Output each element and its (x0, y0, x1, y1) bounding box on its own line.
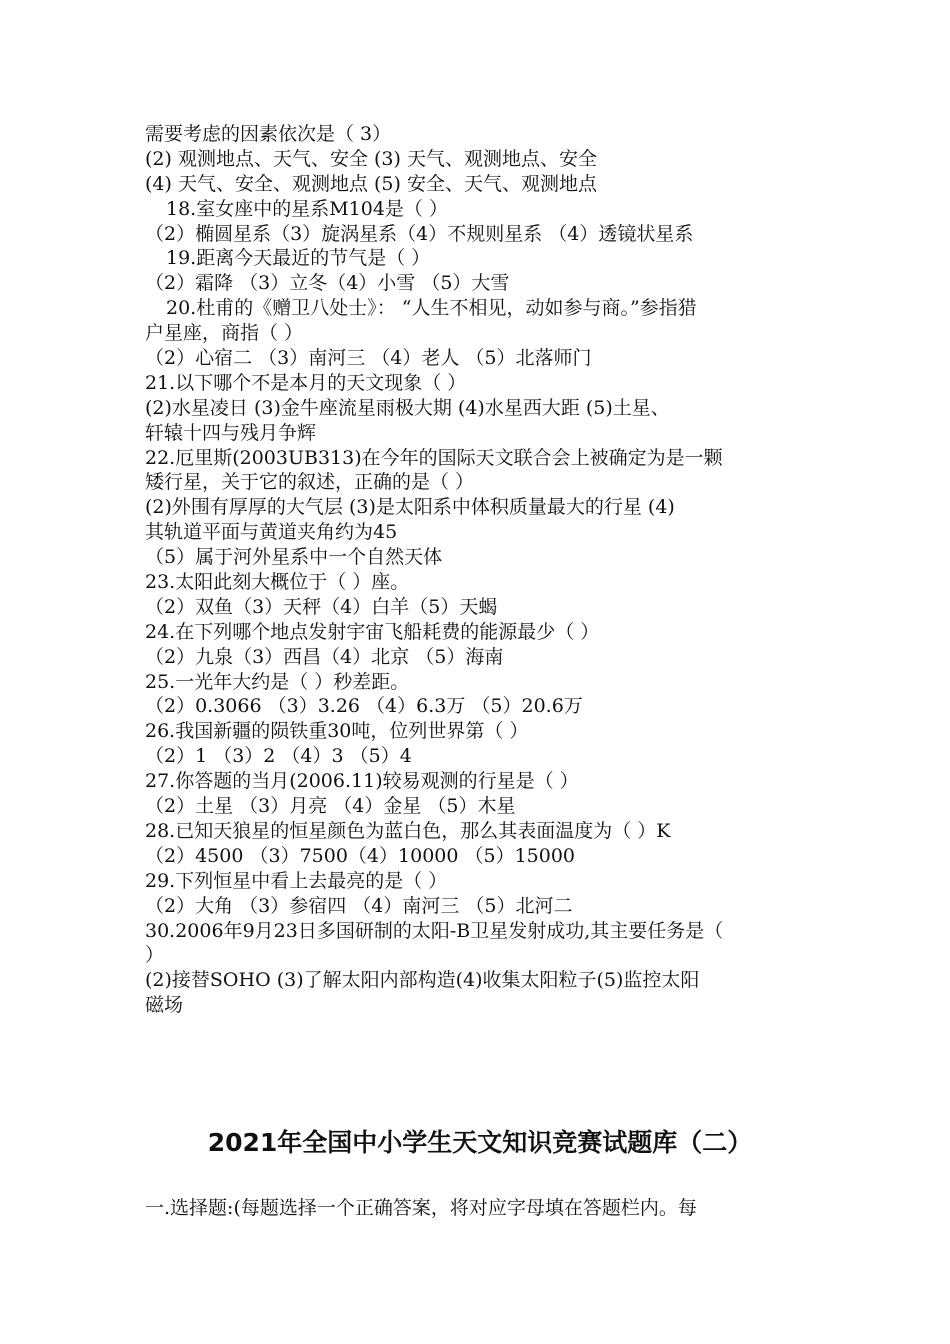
text-line: （2）心宿二 （3）南河三 （4）老人 （5）北落师门 (145, 347, 592, 370)
text-line: 24.在下列哪个地点发射宇宙飞船耗费的能源最少（ ） (145, 620, 600, 643)
text-line: 26.我国新疆的陨铁重30吨，位列世界第（ ） (145, 720, 529, 743)
text-line: 30.2006年9月23日多国研制的太阳-B卫星发射成功,其主要任务是（ (145, 919, 724, 942)
text-line: 22.厄里斯(2003UB313)在今年的国际天文联合会上被确定为是一颗 (145, 446, 723, 469)
document-title: 2021年全国中小学生天文知识竞赛试题库（二） (207, 1128, 753, 1157)
text-line: ） (145, 944, 165, 967)
text-line: 27.你答题的当月(2006.11)较易观测的行星是（ ） (145, 770, 579, 793)
text-line: 户星座，商指（ ） (145, 322, 304, 345)
text-line: 21.以下哪个不是本月的天文现象（ ） (145, 371, 467, 394)
text-line: 29.下列恒星中看上去最亮的是（ ） (145, 869, 448, 892)
text-line: （2）九泉（3）西昌（4）北京 （5）海南 (145, 645, 504, 668)
text-line: (4) 天气、安全、观测地点 (5) 安全、天气、观测地点 (145, 172, 597, 195)
text-line: （2）椭圆星系（3）旋涡星系（4）不规则星系 （4）透镜状星系 (145, 222, 694, 245)
text-line: 轩辕十四与残月争辉 (145, 421, 317, 444)
text-line: 25.一光年大约是（ ）秒差距。 (145, 670, 410, 693)
text-line: 28.已知天狼星的恒星颜色为蓝白色，那么其表面温度为（ ）K (145, 819, 671, 842)
text-line: (2)水星凌日 (3)金牛座流星雨极大期 (4)水星西大距 (5)土星、 (145, 396, 670, 419)
text-line: （2）4500 （3）7500（4）10000 （5）15000 (145, 844, 576, 867)
section-intro: 一.选择题:(每题选择一个正确答案，将对应字母填在答题栏内。每 (145, 1197, 697, 1219)
text-line: (2)接替SOHO (3)了解太阳内部构造(4)收集太阳粒子(5)监控太阳 (145, 969, 700, 992)
text-line: 磁场 (145, 994, 184, 1017)
text-line: 23.太阳此刻大概位于（ ）座。 (145, 571, 410, 594)
text-line: 矮行星，关于它的叙述，正确的是（ ） (145, 471, 475, 494)
text-line: 19.距离今天最近的节气是（ ） (166, 247, 431, 270)
text-line: 其轨道平面与黄道夹角约为45 (145, 521, 398, 544)
text-line: 需要考虑的因素依次是（ 3） (145, 123, 392, 145)
text-line: (2) 观测地点、天气、安全 (3) 天气、观测地点、安全 (145, 147, 597, 170)
question-text-block (145, 122, 815, 1018)
text-line: （2）大角 （3）参宿四 （4）南河三 （5）北河二 (145, 894, 573, 917)
text-line: （2）霜降 （3）立冬（4）小雪 （5）大雪 (145, 272, 510, 295)
text-line: （2）双鱼（3）天秤（4）白羊（5）天蝎 (145, 595, 498, 618)
text-line: (2)外围有厚厚的大气层 (3)是太阳系中体积质量最大的行星 (4) (145, 496, 675, 519)
text-line: （2）土星 （3）月亮 （4）金星 （5）木星 (145, 795, 516, 818)
text-line: （2）0.3066 （3）3.26 （4）6.3万 （5）20.6万 (145, 695, 583, 718)
text-line: 18.室女座中的星系M104是（ ） (166, 197, 448, 220)
text-line: （5）属于河外星系中一个自然天体 (145, 546, 443, 569)
text-line: 20.杜甫的《赠卫八处士》： “人生不相见，动如参与商。”参指猎 (166, 297, 697, 320)
text-line: （2）1 （3）2 （4）3 （5）4 (145, 745, 412, 768)
